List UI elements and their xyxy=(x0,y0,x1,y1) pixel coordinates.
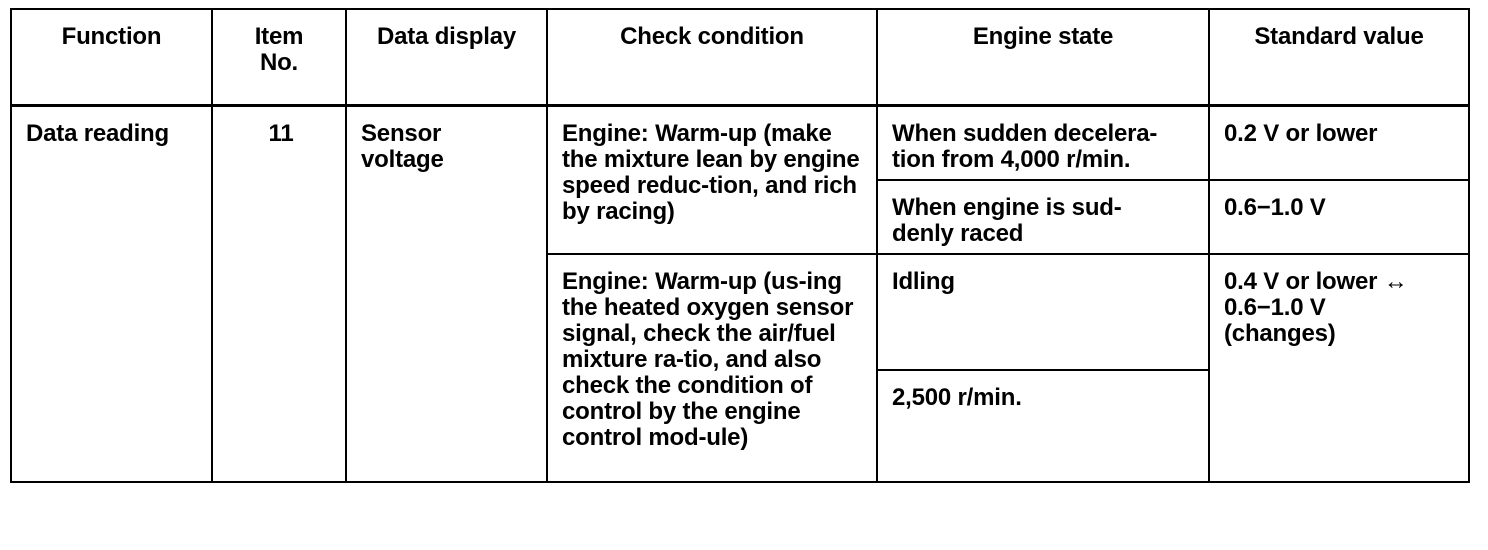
cell-standard-value-3: 0.4 V or lower ↔ 0.6−1.0 V (changes) xyxy=(1209,254,1469,482)
cell-engine-state-3: Idling xyxy=(877,254,1209,370)
header-engine-state: Engine state xyxy=(877,9,1209,106)
header-item-no: Item No. xyxy=(212,9,346,106)
cell-engine-state-4: 2,500 r/min. xyxy=(877,370,1209,482)
header-check-condition: Check condition xyxy=(547,9,877,106)
cell-check-condition-2: Engine: Warm-up (us-ing the heated oxygen sensor signal, check the air/fuel mixture ra-tio, and also check the condition of control by the engine control mod-ule) xyxy=(547,254,877,482)
cell-engine-state-1: When sudden decelera-tion from 4,000 r/min. xyxy=(877,106,1209,181)
cell-standard-value-2: 0.6−1.0 V xyxy=(1209,180,1469,254)
table-row xyxy=(11,106,1469,181)
cell-standard-value-1: 0.2 V or lower xyxy=(1209,106,1469,181)
spec-table xyxy=(10,8,1470,483)
cell-data-display: Sensor voltage xyxy=(346,106,547,483)
header-function: Function xyxy=(11,9,212,106)
cell-engine-state-2: When engine is sud-denly raced xyxy=(877,180,1209,254)
cell-item-no: 11 xyxy=(212,106,346,483)
header-data-display: Data display xyxy=(346,9,547,106)
cell-function: Data reading xyxy=(11,106,212,483)
cell-check-condition-1: Engine: Warm-up (make the mixture lean by engine speed reduc-tion, and rich by racing) xyxy=(547,106,877,255)
header-standard-value: Standard value xyxy=(1209,9,1469,106)
header-row xyxy=(11,9,1469,106)
